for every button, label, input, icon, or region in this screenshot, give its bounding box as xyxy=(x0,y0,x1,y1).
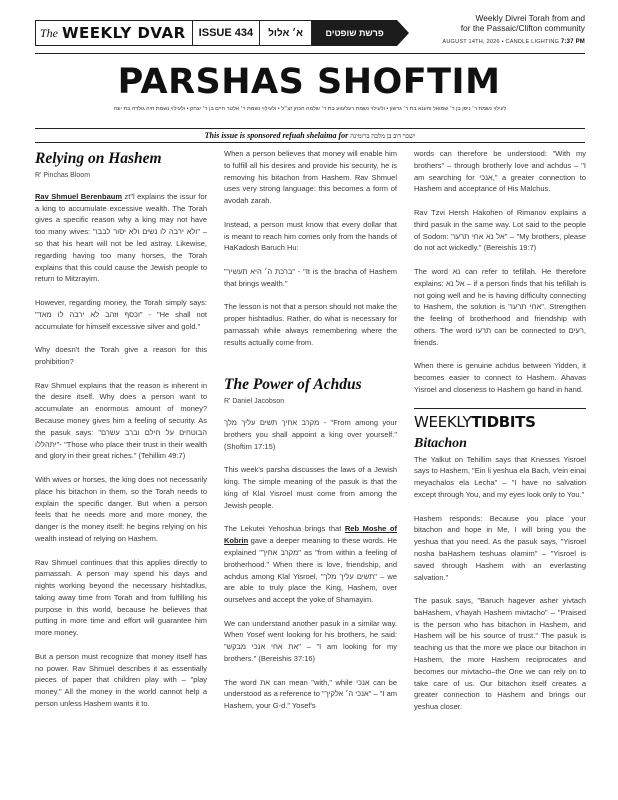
paragraph: When there is genuine achdus between Yidden, it becomes easier to connect to Hashem. Ahavas Yisroel and closeness to Hashem go hand in hand. xyxy=(414,361,586,394)
paragraph: Instead, a person must know that every dollar that is meant to reach him comes only from the hands of HaKadosh Baruch Hu: xyxy=(224,219,397,253)
paragraph: The pasuk says, "Baruch hagever asher yivtach baHashem, v'hayah Hashem mivtacho" – "Praised is the person who has bitachon in Hashem, and Hashem will be his source of trust." The pasuk is teaching us that the more we place our bitachon in Hashem, the more Hashem reciprocates and becomes our mivtacho–the One we can rely on to take care of us. Our bitachon itself creates a greater connection to Hashem and brings our yeshua closer. xyxy=(414,596,586,712)
paragraph: The Lekutei Yehoshua brings that Reb Moshe of Kobrin gave a deeper meaning to these words. He explained "מקרב אחיך" as "from within a feeling of brotherhood." When there is love, friendship, and achdus among Klal Yisroel, "תשים עליך מלך" – we are able to truly place the King, Hashem, over ourselves and accept the yoke of Shamayim. xyxy=(224,524,398,605)
paragraph: The word את can mean "with," while אנכי can be understood as a reference to "אנכי ה׳ אלקיך" – "I am Hashem, your G-d." Yosef's xyxy=(224,677,397,711)
paragraph: "ברכת ה׳ היא תעשיר" - "It is the bracha of Hashem that brings wealth." xyxy=(224,266,397,288)
column-2 xyxy=(224,148,397,724)
issue-date: AUGUST 14TH, 2026 xyxy=(442,39,500,45)
article-title: Relying on Hashem xyxy=(35,150,162,167)
paragraph: מקרב אחיך תשים עליך מלך - "From among your brothers you shall appoint a king over yourself." (Shoftim 17:15) xyxy=(224,418,397,451)
sponsor-line xyxy=(35,131,585,140)
tagline xyxy=(380,13,585,33)
tidbit-title: Bitachon xyxy=(414,435,467,451)
issue-number: ISSUE 434 xyxy=(193,20,260,46)
sponsor-text: This issue is sponsored refuah shelaima for xyxy=(204,131,349,140)
logo-the: The xyxy=(40,25,58,40)
linked-name[interactable]: Rav Shmuel Berenbaum xyxy=(35,191,123,201)
newsletter-logo xyxy=(35,20,193,46)
tidbits-heading: WEEKLYTIDBITS xyxy=(414,408,586,433)
paragraph: The lesson is not that a person should not make the proper hishtadlus. Rather, do what is necessary for parnassah while always remembering where the results actually come from. xyxy=(224,302,397,347)
issue-meta: AUGUST 14TH, 2026 • CANDLE LIGHTING 7:37 PM xyxy=(442,39,585,45)
paragraph: However, regarding money, the Torah simply says: "וכסף וזהב לא ירבה לו מאד" - "He shall not accumulate for himself excessive silver and gold." xyxy=(35,297,207,331)
masthead-divider xyxy=(35,53,585,54)
paragraph: Rav Tzvi Hersh Hakohen of Rimanov explains a third pasuk in the same way. Lot said to the people of Sodom: "אל נא אחי תרעו" – "My brothers, please do not act wickedly." (Bereishis 19:7) xyxy=(414,207,586,253)
paragraph: Rav Shmuel continues that this applies directly to parnassah. A person may spend his days and nights working beyond the necessary hishtadlus, taking away time from Torah and from fulfilling his purpose in this world, because he believes that putting in more time and effort will guarantee him more money. xyxy=(35,557,207,638)
linked-name[interactable]: Reb Moshe of Kobrin xyxy=(224,524,398,546)
dedication-line: לעילוי נשמת ר׳ ניסן בן ר׳ שמואל והענא בת ר׳ גרשון • ולעילוי נשמת רעלעווע בת ר׳ שלמה הכהן זצ״ל • ולעילוי נשמת ר׳ אלטר חיים בן ר׳ יצחק • ולעילוי נשמת חיה גולדה בת יונה xyxy=(113,106,507,112)
hebrew-date: א׳ אלול xyxy=(260,20,312,46)
paragraph: Why doesn't the Torah give a reason for this prohibition? xyxy=(35,345,207,366)
page-title: PARSHAS SHOFTIM xyxy=(117,62,501,102)
sponsor-divider-bottom xyxy=(35,142,585,143)
parsha-tag: פרשת שופטים xyxy=(312,20,397,46)
column-1 xyxy=(35,148,207,722)
paragraph: Rav Shmuel explains that the reason is inherent in the desire itself. Why does a person want to accumulate an enormous amount of money? Because money gives him a feeling of security. As the pasuk says: "הבוטחים על חילם וברב עשרם יתהללו"- "Those who place their trust in their wealth and glory in their great riches." (Tehillim 49:7) xyxy=(35,380,207,461)
article-byline: R' Daniel Jacobson xyxy=(224,398,285,406)
tagline-line-1: Weekly Divrei Torah from and xyxy=(475,13,585,23)
paragraph: This week's parsha discusses the laws of a Jewish king. The simple meaning of the pasuk is that the king of Klal Yisroel must come from among the Jewish people. xyxy=(224,465,397,510)
column-3 xyxy=(414,148,586,725)
paragraph: Rav Shmuel Berenbaum zt"l explains the issur for a king to accumulate excessive wealth. The Torah gives a specific reason why a king may not have too many wives: "ולא ירבה לו נשים ולא יסור לבבו" – so that his heart will not be led astray. Likewise, regarding having too many horses, the Torah explains that this could cause the Jewish people to return to Mitzrayim. xyxy=(35,191,207,284)
paragraph: The word נא can refer to tefillah. He therefore explains: אל נא – if a person finds that his tefillah is not going well and he is having difficulty connecting to Hashem, the solution is "אחי תרעו". Strengthen the feeling of brotherhood and friendship with others. The word תרעו can be connected to רעים, friends. xyxy=(414,266,586,347)
sponsor-hebrew-name: ישכר דוב בן מלכה ברומינה xyxy=(350,133,416,140)
paragraph: With wives or horses, the king does not necessarily place his bitachon in them, so the Torah needs to explain the specific danger. But when a person feels that he needs more and more money, the danger is the money itself: he begins relying on his wealth instead of relying on Hashem. xyxy=(35,474,207,543)
paragraph: When a person believes that money will enable him to fulfill all his desires and provide his security, he is removing his bitachon from Hashem. Rav Shmuel uses very strong language: this becomes a form of avodah zarah. xyxy=(224,149,397,206)
tagline-line-2: for the Passaic/Clifton community xyxy=(460,23,585,33)
logo-main: WEEKLY DVAR xyxy=(62,24,186,42)
paragraph: Hashem responds: Because you place your bitachon and hope in Me, I will bring you the yeshua that you need. As the pasuk says, "Yisroel nosha baHashem teshuas olamim" – "Yisroel is saved through Hashem with an everlasting salvation." xyxy=(414,513,586,582)
article-title: The Power of Achdus xyxy=(224,376,362,394)
paragraph: words can therefore be understood: "With my brothers" – through brotherly love and achdus – "I am searching for אנכי," a greater connection to Hashem and acceptance of His Malchus. xyxy=(414,149,586,194)
sponsor-divider-top xyxy=(35,128,585,129)
paragraph: The Yalkut on Tehillim says that Knesses Yisroel says to Hashem, "Ein li yeshua ela Bach, v'ein einai meyachalos ela Lecha" – "I have no salvation except through You, and my eyes look only to You." xyxy=(414,454,586,499)
article-byline: R' Pinchas Bloom xyxy=(35,172,91,179)
paragraph: We can understand another pasuk in a similar way. When Yosef went looking for his brothers, he said: "את אחי אנכי מבקש" – "I am looking for my brothers." (Bereishis 37:16) xyxy=(224,618,397,664)
candle-lighting-label: CANDLE LIGHTING xyxy=(505,39,560,45)
candle-lighting-time: 7:37 PM xyxy=(560,39,585,45)
paragraph: But a person must recognize that money itself has no power. Rav Shmuel describes it as essentially pieces of paper that children play with – "play money." All the money in the world cannot help a person unless Hashem wants it to. xyxy=(35,651,207,709)
